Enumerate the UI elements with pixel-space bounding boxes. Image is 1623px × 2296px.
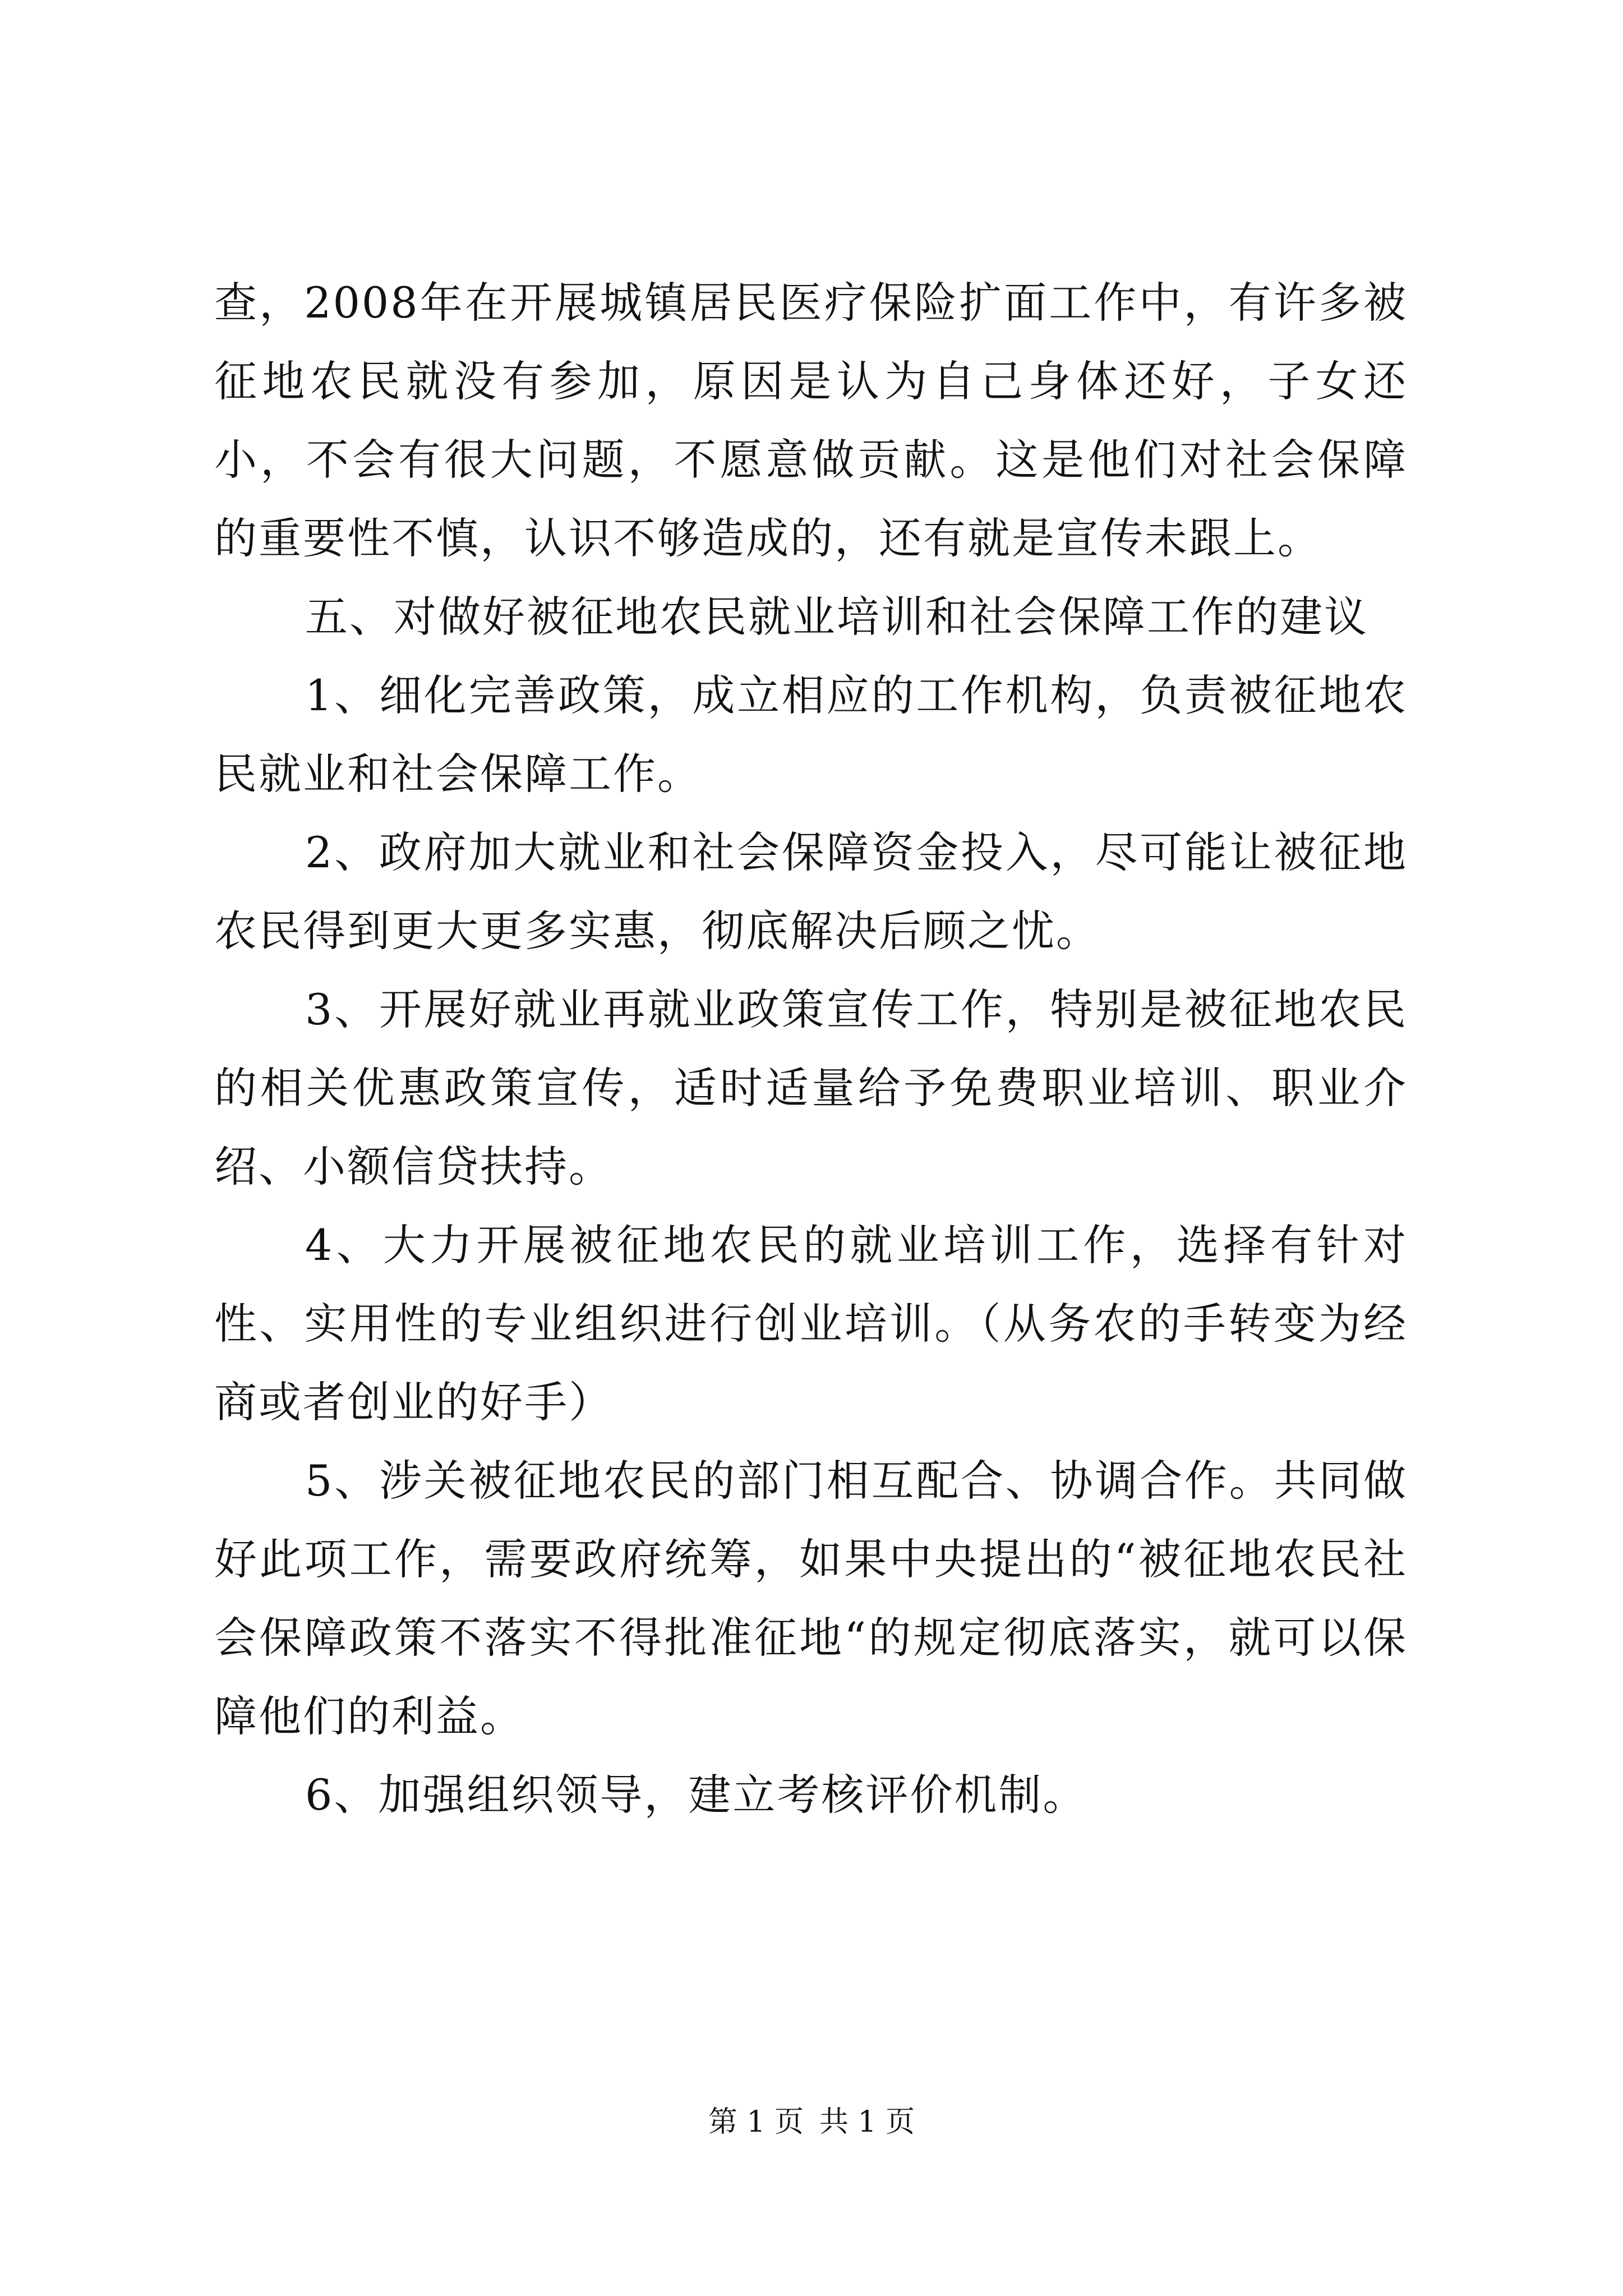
paragraph-item-2: 2、政府加大就业和社会保障资金投入，尽可能让被征地农民得到更大更多实惠，彻底解决后顾之忧。 [214,827,1408,956]
paragraph-continuation: 查，2008年在开展城镇居民医疗保险扩面工作中，有许多被征地农民就没有参加，原因是认为自己身体还好，子女还小，不会有很大问题，不愿意做贡献。这是他们对社会保障的重要性不慎，认识不够造成的，还有就是宣传未跟上。 [214,278,1408,563]
page-number-current: 第 1 页 [708,2105,804,2139]
document-body [214,264,1408,1834]
paragraph-item-1: 1、细化完善政策，成立相应的工作机构，负责被征地农民就业和社会保障工作。 [214,670,1408,799]
paragraph-item-4: 4、大力开展被征地农民的就业培训工作，选择有针对性、实用性的专业组织进行创业培训。（从务农的手转变为经商或者创业的好手） [214,1220,1408,1427]
section-heading: 五、对做好被征地农民就业培训和社会保障工作的建议 [305,592,1368,642]
page-footer [0,2098,1623,2140]
paragraph-item-6: 6、加强组织领导，建立考核评价机制。 [305,1770,1087,1820]
page-number-total: 共 1 页 [819,2105,915,2139]
paragraph-item-5: 5、涉关被征地农民的部门相互配合、协调合作。共同做好此项工作，需要政府统筹，如果中央提出的“被征地农民社会保障政策不落实不得批准征地“的规定彻底落实，就可以保障他们的利益。 [214,1456,1408,1741]
paragraph-item-3: 3、开展好就业再就业政策宣传工作，特别是被征地农民的相关优惠政策宣传，适时适量给予免费职业培训、职业介绍、小额信贷扶持。 [214,984,1408,1191]
